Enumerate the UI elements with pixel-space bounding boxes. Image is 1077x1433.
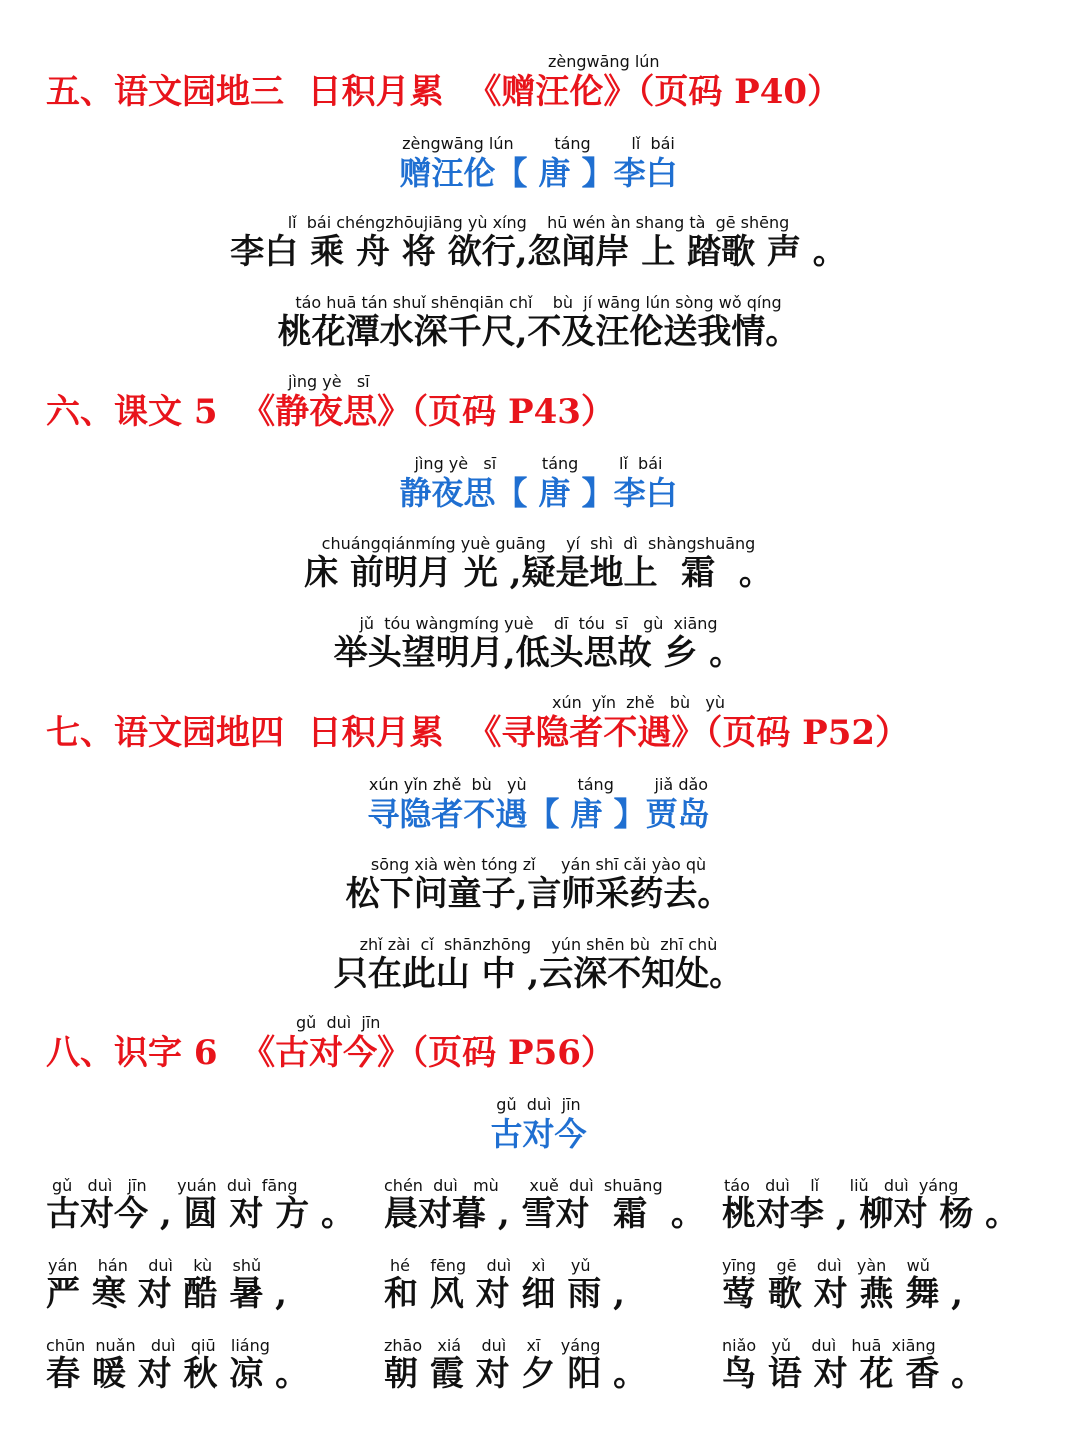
couplet-text: 晨对暮 , 雪对 霜 。 (384, 1194, 705, 1234)
heading-pinyin: gǔ duì jīn (296, 1013, 381, 1032)
poem-title: 赠汪伦【 唐 】李白 (399, 154, 678, 192)
couplet-pinyin: táo duì lǐ liǔ duì yáng (724, 1176, 959, 1195)
line-pinyin: chuángqiánmíng yuè guāng yí shì dì shàngshuāng (321, 534, 756, 553)
title-pinyin: zèngwāng lún táng lǐ bái (402, 134, 675, 153)
couplet-text: 鸟 语 对 花 香 。 (722, 1354, 986, 1394)
couplet-text: 严 寒 对 酷 暑 , (46, 1274, 288, 1314)
couplet-pinyin: yán hán duì kù shǔ (48, 1256, 262, 1275)
couplet-text: 桃对李 , 柳对 杨 。 (722, 1194, 1020, 1234)
line-pinyin: sōng xià wèn tóng zǐ yán shī cǎi yào qù (370, 855, 707, 874)
couplet-text: 莺 歌 对 燕 舞 , (722, 1274, 964, 1314)
section-heading: 五、语文园地三 日积月累 《赠汪伦》（页码 P40） (46, 72, 842, 112)
couplet-pinyin: zhāo xiá duì xī yáng (384, 1336, 601, 1355)
couplet-text: 古对今 , 圆 对 方 。 (46, 1194, 356, 1234)
poem-title: 寻隐者不遇【 唐 】贾岛 (367, 795, 710, 833)
section-heading: 八、识字 6 《古对今》（页码 P56） (46, 1033, 615, 1073)
poem-line: 桃花潭水深千尺,不及汪伦送我情。 (277, 312, 800, 352)
line-pinyin: zhǐ zài cǐ shānzhōng yún shēn bù zhī chù (359, 935, 718, 954)
section-heading: 六、课文 5 《静夜思》（页码 P43） (46, 392, 615, 432)
section-heading: 七、语文园地四 日积月累 《寻隐者不遇》（页码 P52） (46, 713, 910, 753)
couplet-pinyin: chūn nuǎn duì qiū liáng (46, 1336, 270, 1355)
title-pinyin: gǔ duì jīn (496, 1095, 581, 1114)
poem-line: 举头望明月,低头思故 乡 。 (333, 633, 744, 673)
line-pinyin: táo huā tán shuǐ shēnqiān chǐ bù jí wāng lún sòng wǒ qíng (295, 293, 782, 312)
poem-line: 李白 乘 舟 将 欲行,忽闻岸 上 踏歌 声 。 (230, 232, 847, 272)
couplet-pinyin: gǔ duì jīn yuán duì fāng (52, 1176, 298, 1195)
couplet-text: 春 暖 对 秋 凉 。 (46, 1354, 310, 1394)
couplet-text: 和 风 对 细 雨 , (384, 1274, 626, 1314)
couplet-pinyin: yīng gē duì yàn wǔ (722, 1256, 930, 1275)
couplet-pinyin: niǎo yǔ duì huā xiāng (722, 1336, 936, 1355)
poem-line: 床 前明月 光 ,疑是地上 霜 。 (304, 553, 773, 593)
couplet-text: 朝 霞 对 夕 阳 。 (384, 1354, 648, 1394)
couplet-pinyin: hé fēng duì xì yǔ (390, 1256, 591, 1275)
heading-pinyin: zèngwāng lún (548, 52, 660, 71)
title-pinyin: jìng yè sī táng lǐ bái (414, 454, 663, 473)
heading-pinyin: jìng yè sī (288, 372, 370, 391)
heading-pinyin: xún yǐn zhě bù yù (552, 693, 725, 712)
title-pinyin: xún yǐn zhě bù yù táng jiǎ dǎo (368, 775, 709, 794)
poem-line: 只在此山 中 ,云深不知处。 (333, 954, 744, 994)
line-pinyin: lǐ bái chéngzhōujiāng yù xíng hū wén àn shang tà gē shēng (287, 213, 790, 232)
poem-title: 静夜思【 唐 】李白 (399, 474, 678, 512)
poem-title: 古对今 (490, 1115, 587, 1153)
poem-line: 松下问童子,言师采药去。 (345, 874, 732, 914)
couplet-pinyin: chén duì mù xuě duì shuāng (384, 1176, 663, 1195)
line-pinyin: jǔ tóu wàngmíng yuè dī tóu sī gù xiāng (359, 614, 718, 633)
